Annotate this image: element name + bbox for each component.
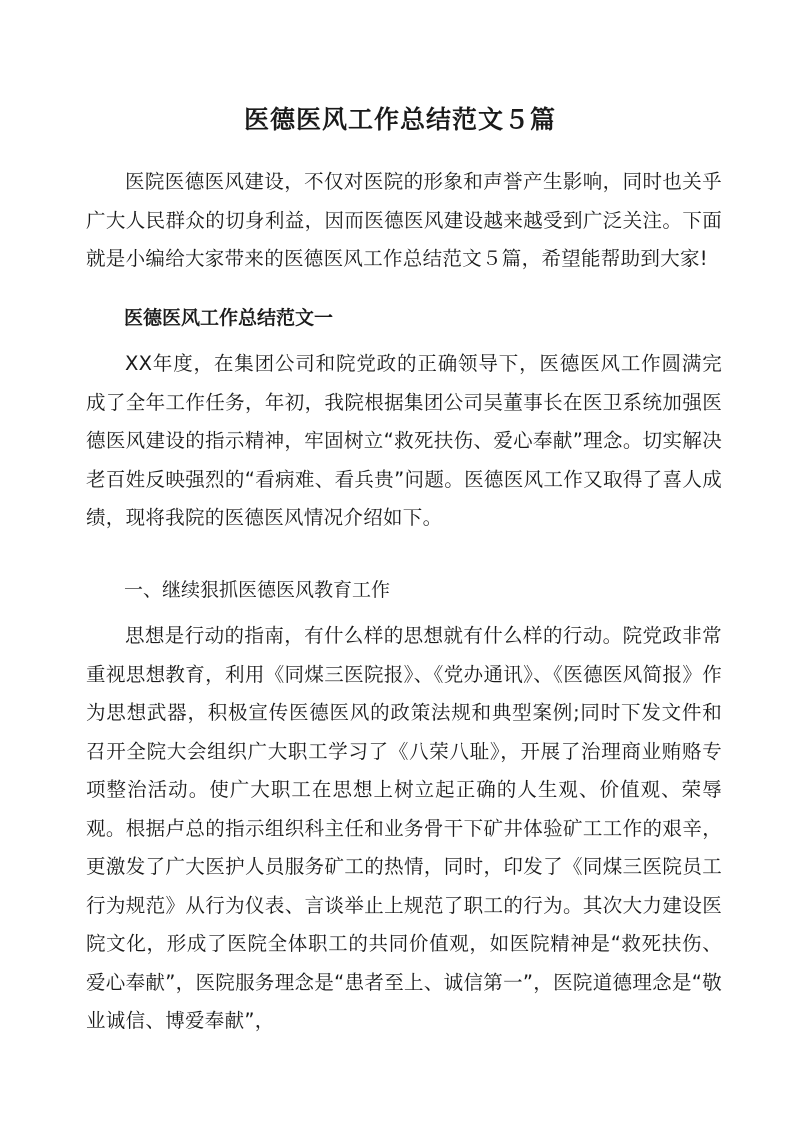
- section-heading: 医德医风工作总结范文一: [124, 307, 334, 329]
- subheading-1: 一、继续狠抓医德医风教育工作: [124, 579, 391, 601]
- body-paragraph-1: XX年度，在集团公司和院党政的正确领导下，医德医风工作圆满完成了全年工作任务，年初，我院根据集团公司吴董事长在医卫系统加强医德医风建设的指示精神，牢固树立“救死扶伤、爱心奉献”理念。切实解决老百姓反映强烈的“看病难、看兵贵”问题。医德医风工作又取得了喜人成绩，现将我院的医德医风情况介绍如下。: [86, 352, 722, 529]
- document-title: 医德医风工作总结范文５篇: [243, 105, 556, 134]
- intro-paragraph: 医院医德医风建设，不仅对医院的形象和声誉产生影响，同时也关乎广大人民群众的切身利益，因而医德医风建设越来越受到广泛关注。下面就是小编给大家带来的医德医风工作总结范文５篇，希望能帮助到大家!: [86, 170, 722, 270]
- body-paragraph-2: 思想是行动的指南，有什么样的思想就有什么样的行动。院党政非常重视思想教育，利用《同煤三医院报》、《党办通讯》、《医德医风简报》作为思想武器，积极宣传医德医风的政策法规和典型案例;同时下发文件和召开全院大会组织广大职工学习了《八荣八耻》，开展了治理商业贿赂专项整治活动。使广大职工在思想上树立起正确的人生观、价值观、荣辱观。根据卢总的指示组织科主任和业务骨干下矿井体验矿工工作的艰辛，更激发了广大医护人员服务矿工的热情，同时，印发了《同煤三医院员工行为规范》从行为仪表、言谈举止上规范了职工的行为。其次大力建设医院文化，形成了医院全体职工的共同价值观，如医院精神是“救死扶伤、爱心奉献”，医院服务理念是“患者至上、诚信第一”，医院道德理念是“敬业诚信、博爱奉献”，: [86, 624, 722, 1032]
